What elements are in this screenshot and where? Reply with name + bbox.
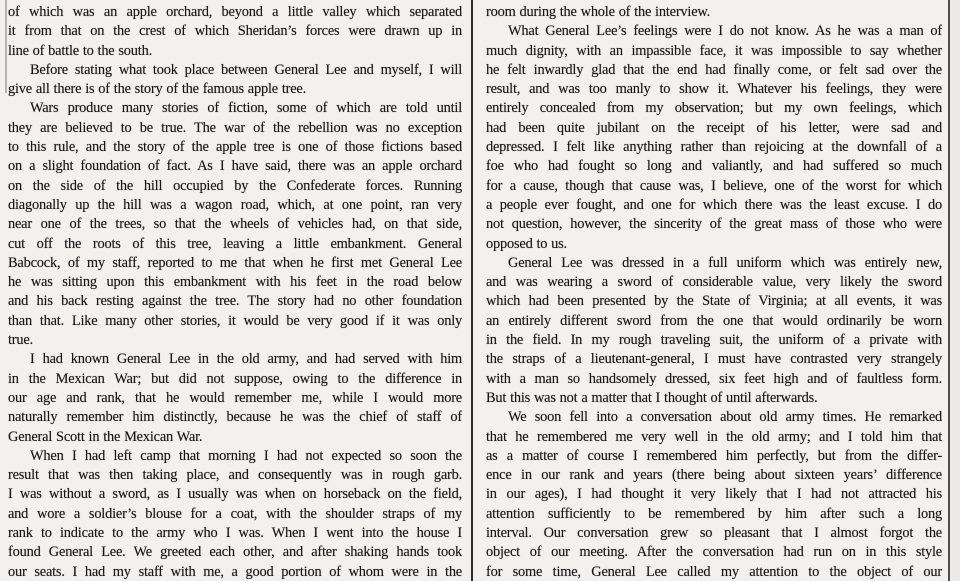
text-line: an entirely different sword from the one that would ordinarily be worn (486, 312, 942, 329)
text-line: not question, however, the sincerity of the great mass of those who were (486, 216, 942, 233)
text-line: attention sufficiently to be remembered by him after such a long (486, 505, 942, 522)
text-line: diagonally up the hill was a wagon road, which, at one point, ran very (8, 196, 462, 213)
text-line: on a slight foundation of fact. As I have said, there was an apple orchard (8, 158, 462, 175)
text-line: true. (8, 332, 33, 349)
text-line: opposed to us. (486, 235, 567, 252)
text-line: than that. Like many other stories, it would be very good if it was only (8, 312, 462, 329)
text-line: Before stating what took place between General Lee and myself, I will (30, 61, 462, 78)
text-line: much dignity, with an impassible face, it was impossible to say whether (486, 42, 942, 59)
text-line: in the Mexican War; but did not suppose, owing to the difference in (8, 370, 462, 387)
right-edge-scan-line (948, 0, 950, 581)
text-line: Babcock, of my staff, reported to me that when he first met General Lee (8, 254, 462, 271)
text-line: he was sitting upon this embankment with his feet in the road below (8, 274, 462, 291)
text-line: near one of the trees, so that the wheels of vehicles had, on that side, (8, 216, 462, 233)
text-line: to this rule, and the story of the apple tree is one of those fictions based (8, 139, 462, 156)
text-line: had been quite jubilant on the receipt of his letter, were sad and (486, 119, 942, 136)
right-column (486, 3, 942, 579)
left-edge-scan-line (5, 0, 7, 93)
text-line: which had been presented by the State of Virginia; at all events, it was (486, 293, 942, 310)
text-line: give all there is of the story of the famous apple tree. (8, 81, 307, 98)
text-line: I had known General Lee in the old army, and had served with him (30, 351, 462, 368)
text-line: ence in our rank and years (there being about sixteen years’ difference (486, 467, 942, 484)
text-line: result, and was too manly to show it. Whatever his feelings, they were (486, 81, 942, 98)
text-line: What General Lee’s feelings were I do not know. As he was a man of (508, 23, 942, 40)
text-line: the straps of a lieutenant-general, I must have contrasted very strangely (486, 351, 942, 368)
text-line: as a matter of course I remembered him perfectly, but from the differ- (486, 447, 942, 464)
text-line: and his back resting against the tree. The story had no other foundation (8, 293, 462, 310)
text-line: in our ages), I had thought it very likely that I had not attracted his (486, 486, 942, 503)
text-line: entirely concealed from my observation; but my own feelings, which (486, 100, 942, 117)
text-line: depressed. I felt like anything rather than rejoicing at the downfall of a (486, 139, 942, 156)
text-line: and was wearing a sword of considerable value, very likely the sword (486, 274, 942, 291)
text-line: But this was not a matter that I thought of until afterwards. (486, 389, 818, 406)
text-line: with a man so handsomely dressed, six feet high and of faultless form. (486, 370, 942, 387)
text-line: rank to indicate to the army who I was. When I went into the house I (8, 525, 462, 542)
text-line: and wore a soldier’s blouse for a coat, with the shoulder straps of my (8, 505, 462, 522)
text-line: on the side of the hill occupied by the Confederate forces. Running (8, 177, 462, 194)
text-line: our age and rank, that he would remember me, while I would more (8, 389, 462, 406)
text-line: that he remembered me very well in the old army; and I told him that (486, 428, 942, 445)
text-line: room during the whole of the interview. (486, 4, 711, 20)
text-line: he felt inwardly glad that the end had finally come, or felt sad over the (486, 61, 942, 78)
text-line: for some time, General Lee called my attention to the object of our (486, 563, 942, 579)
text-line: found General Lee. We greeted each other, and after shaking hands took (8, 544, 462, 561)
text-line: General Scott in the Mexican War. (8, 428, 203, 445)
text-line: General Lee was dressed in a full uniform which was entirely new, (508, 254, 942, 271)
left-column (8, 3, 462, 579)
text-line: a people ever fought, and one for which there was the least excuse. I do (486, 196, 942, 213)
text-line: line of battle to the south. (8, 42, 152, 59)
text-line: We soon fell into a conversation about old army times. He remarked (508, 409, 942, 426)
text-line: Wars produce many stories of fiction, some of which are told until (30, 100, 462, 117)
text-line: naturally remember him distinctly, because he was the chief of staff of (8, 409, 462, 426)
text-line: they are believed to be true. The war of the rebellion was no exception (8, 119, 462, 136)
text-line: foe who had fought so long and valiantly, and had suffered so much (486, 158, 942, 175)
text-line: in the field. In my rough traveling suit, the uniform of a private with (486, 332, 942, 349)
text-line: for a cause, though that cause was, I believe, one of the worst for which (486, 177, 942, 194)
text-line: our seats. I had my staff with me, a good portion of whom were in the (8, 563, 462, 579)
text-line: When I had left camp that morning I had not expected so soon the (30, 447, 462, 464)
text-line: of which was an apple orchard, beyond a little valley which separated (8, 4, 462, 20)
text-line: result that was then taking place, and consequently was in rough garb. (8, 467, 462, 484)
text-line: object of our meeting. After the conversation had run on in this style (486, 544, 942, 561)
text-line: interval. Our conversation grew so pleasant that I almost forgot the (486, 525, 942, 542)
column-divider-line (471, 0, 473, 581)
text-line: I was without a sword, as I usually was when on horseback on the field, (8, 486, 462, 503)
text-line: it from that on the crest of which Sheridan’s forces were drawn up in (8, 23, 462, 40)
text-line: cut off the roots of this tree, leaving a little embankment. General (8, 235, 462, 252)
right-page-edge-strip (950, 0, 960, 581)
